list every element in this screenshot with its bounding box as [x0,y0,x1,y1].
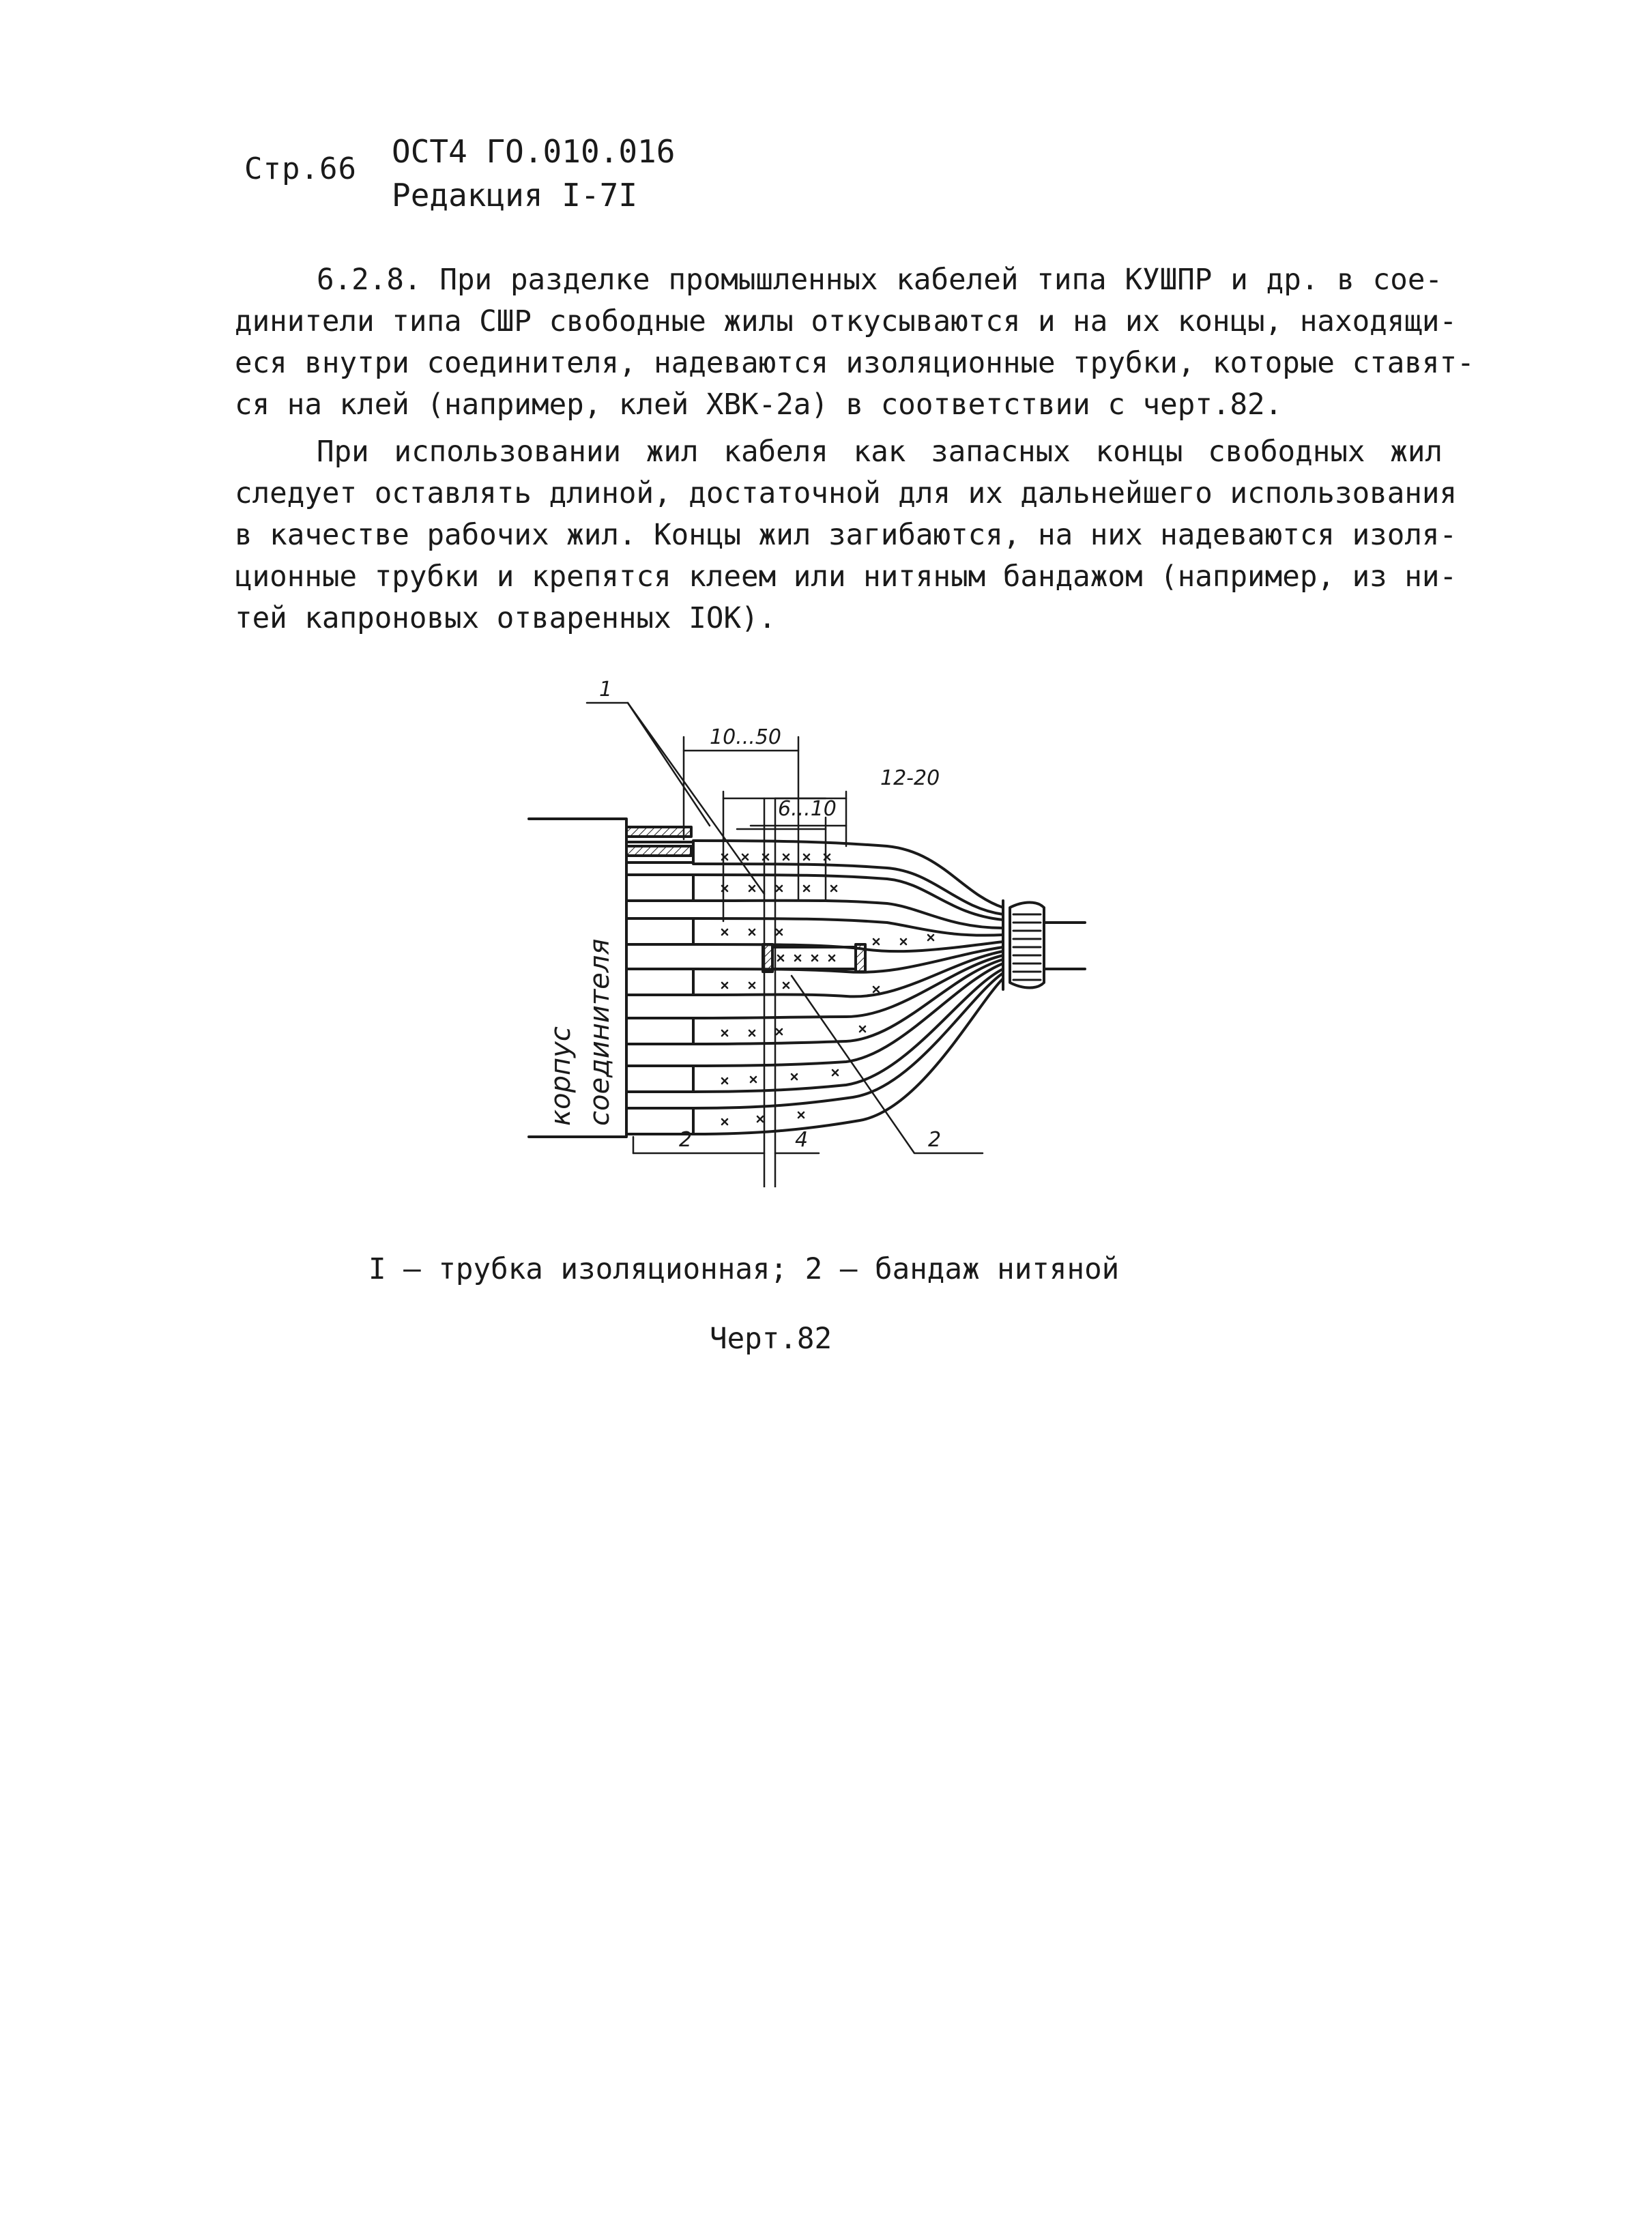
edition-label: Редакция I-7I [392,177,638,214]
housing-label-line2: соединителя [584,938,615,1126]
text-line: 6.2.8. При разделке промышленных кабелей типа КУШПР и др. в сое- [317,263,1443,297]
dimension-label: 6...10 [778,797,837,821]
dimension-label: 2 [679,1128,693,1152]
text-line: ционные трубки и крепятся клеем или нитяным бандажом (например, из ни- [235,560,1458,594]
document-header [392,130,675,217]
paragraph [235,431,1458,639]
dimension-label: 12-20 [880,766,940,790]
drawing-svg [505,676,1119,1187]
standard-code: ОСТ4 ГО.010.016 [392,133,676,170]
text-line: тей капроновых отваренных IOK). [235,602,777,635]
body-text [235,259,1475,639]
housing-label-line1: корпус [545,1026,577,1126]
text-line: еся внутри соединителя, надеваются изоляционные трубки, которые ставят- [235,347,1475,380]
text-line: в качестве рабочих жил. Концы жил загибаются, на них надеваются изоля- [235,519,1458,552]
text-line: следует оставлять длиной, достаточной для их дальнейшего использования [235,477,1458,510]
paragraph [235,259,1475,426]
text-line: При использовании жил кабеля как запасных концы свободных жил [317,435,1443,469]
text-line: ся на клей (например, клей ХВК-2а) в соответствии с черт.82. [235,388,1283,422]
dimension-label: 10...50 [710,725,781,749]
callout-2: 2 [928,1128,942,1152]
callout-1: 1 [599,678,613,701]
figure-number: Черт.82 [710,1322,832,1356]
figure-caption: I – трубка изоляционная; 2 – бандаж нитяной [368,1253,1120,1286]
text-line: динители типа СШР свободные жилы откусываются и на их концы, находящи- [235,305,1458,338]
cable-termination-drawing [505,676,1119,1187]
page-number: Стр.66 [244,151,357,186]
dimension-label: 4 [795,1128,809,1152]
